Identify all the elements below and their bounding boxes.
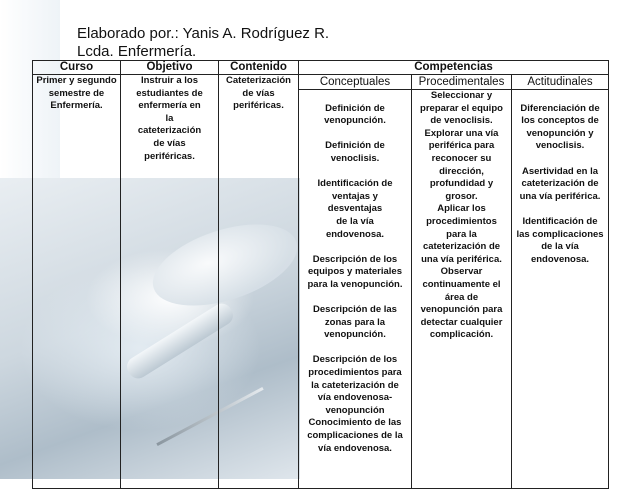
author-header [77, 25, 329, 61]
subheader-procedimentales: Procedimentales [412, 75, 512, 90]
author-line: Elaborado por.: Yanis A. Rodríguez R. [77, 25, 330, 42]
header-curso: Curso [33, 61, 121, 75]
cell-conceptuales: Definición de venopunción. Definición de venoclisis. Identificación de ventajas y desventajas de la vía endovenosa. Descripción de los equipos y materiales para la venopunción. Descripción de las zonas para la venopunción. Descripción de los procedimientos para la cateterización de vía endovenosa- venopunción Conocimiento de las complicaciones de la vía endovenosa. [299, 90, 412, 489]
cell-actitudinales: Diferenciación de los conceptos de venopunción y venoclisis. Asertividad en la cateterización de una vía periférica. Identificación de las complicaciones de la vía endovenosa. [512, 90, 609, 489]
competencies-table [32, 60, 609, 489]
cell-procedimentales: Seleccionar y preparar el equipo de venoclisis. Explorar una vía periférica para reconocer su dirección, profundidad y grosor. Aplicar los procedimientos para la cateterización de una vía periférica. Observar continuamente el área de venopunción para detectar cualquier complicación. [412, 90, 512, 489]
author-title-line: Lcda. Enfermería. [77, 43, 197, 60]
table-row [33, 75, 609, 90]
subheader-actitudinales: Actitudinales [512, 75, 609, 90]
header-contenido: Contenido [219, 61, 299, 75]
cell-contenido: Cateterización de vías periféricas. [219, 75, 299, 489]
cell-objetivo: Instruir a los estudiantes de enfermería en la cateterización de vías periféricas. [121, 75, 219, 489]
header-competencias: Competencias [299, 61, 609, 75]
subheader-conceptuales: Conceptuales [299, 75, 412, 90]
table-header-row [33, 61, 609, 75]
header-objetivo: Objetivo [121, 61, 219, 75]
cell-curso: Primer y segundo semestre de Enfermería. [33, 75, 121, 489]
